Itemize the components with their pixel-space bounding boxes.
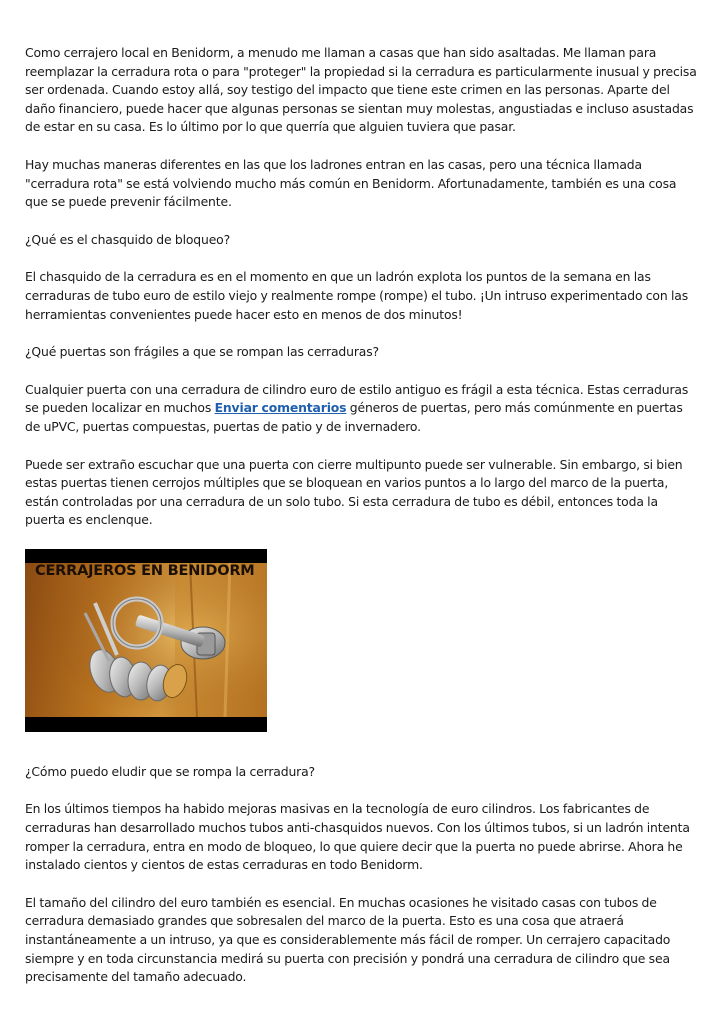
heading-vulnerable-doors: ¿Qué puertas son frágiles a que se rompan las cerraduras?	[25, 344, 379, 360]
paragraph-multipoint: Puede ser extraño escuchar que una puerta con cierre multipunto puede ser vulnerable. Sin embargo, si bien estas puertas tienen cerrojos múltiples que se bloquean en varios puntos a lo largo del marco de la puerta, están controladas por una cerradura de un solo tubo. Si esta cerradura de tubo es débil, entonces toda la puerta es enclenque.	[25, 456, 683, 528]
article-body	[25, 44, 697, 1006]
paragraph-intro: Como cerrajero local en Benidorm, a menudo me llaman a casas que han sido asaltadas. Me llaman para reemplazar la cerradura rota o para "proteger" la propiedad si la cerradura es particularmente inusual y precisa ser ordenada. Cuando estoy allá, soy testigo del impacto que tiene este crimen en las personas. Aparte del daño financiero, puede hacer que algunas personas se sientan muy molestas, angustiadas e incluso asustadas de estar en su casa. Es lo último por lo que querría que alguien tuviera que pasar.	[25, 45, 697, 135]
heading-how-to-avoid: ¿Cómo puedo eludir que se rompa la cerradura?	[25, 763, 315, 779]
keys-illustration-icon	[25, 563, 267, 717]
paragraph-cylinder-size: El tamaño del cilindro del euro también es esencial. En muchas ocasiones he visitado casas con tubos de cerradura demasiado grandes que sobresalen del marco de la puerta. Esto es una cosa que atraerá instantáneamente a un intruso, ya que es considerablemente más fácil de romper. Un cerrajero capacitado siempre y en toda circunstancia medirá su puerta con precisión y pondrá una cerradura de cilindro que sea precisamente del tamaño adecuado.	[25, 894, 671, 985]
heading-what-is-lock-snapping: ¿Qué es el chasquido de bloqueo?	[25, 231, 231, 247]
send-feedback-link[interactable]: Enviar comentarios	[214, 400, 347, 416]
paragraph-lock-snapping: El chasquido de la cerradura es en el momento en que un ladrón explota los puntos de la semana en las cerraduras de tubo euro de estilo viejo y realmente rompe (rompe) el tubo. ¡Un intruso experimentado con las herramientas convenientes puede hacer esto en menos de dos minutos!	[25, 269, 688, 322]
paragraph-door-types-start: Cualquier puerta con una cerradura de cilindro euro de estilo antiguo es frágil a esta técnica. Estas cerraduras se pueden localizar en muchos	[25, 381, 689, 416]
photo-caption-title: CERRAJEROS EN BENIDORM	[35, 562, 255, 579]
paragraph-techniques: Hay muchas maneras diferentes en las que los ladrones entran en las casas, pero una técnica llamada "cerradura rota" se está volviendo mucho más común en Benidorm. Afortunadamente, también es una cosa que se puede prevenir fácilmente.	[25, 156, 677, 210]
photo-keys-in-lock	[25, 563, 267, 717]
paragraph-door-types-end: géneros de puertas, pero más comúnmente en puertas de uPVC, puertas compuestas, puertas de patio y de invernadero.	[25, 400, 683, 434]
locksmith-photo	[25, 549, 267, 732]
paragraph-anti-snap: En los últimos tiempos ha habido mejoras masivas en la tecnología de euro cilindros. Los fabricantes de cerraduras han desarrollado muchos tubos anti-chasquidos nuevos. Con los últimos tubos, si un ladrón intenta romper la cerradura, entra en modo de bloqueo, lo que quiere decir que la puerta no puede abrirse. Ahora he instalado cientos y cientos de estas cerraduras en todo Benidorm.	[25, 801, 690, 873]
paragraph-door-types	[25, 381, 697, 437]
